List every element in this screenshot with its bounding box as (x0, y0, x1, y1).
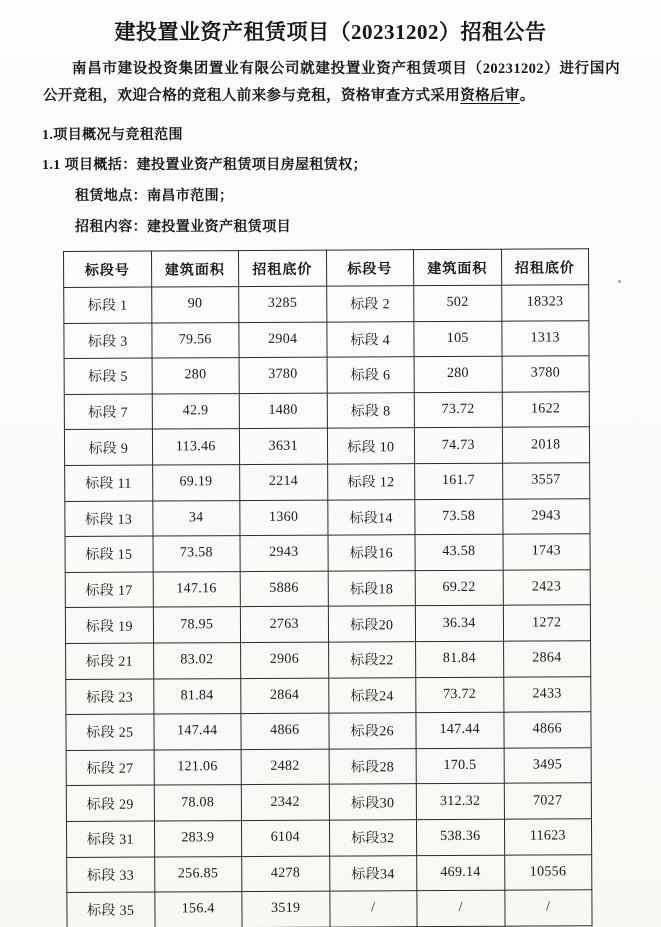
table-cell: 78.08 (154, 785, 242, 821)
table-cell: 43.58 (415, 534, 503, 570)
table-cell: 标段 5 (64, 358, 152, 394)
intro-paragraph (43, 56, 620, 110)
table-cell: 3557 (502, 463, 590, 499)
lease-location-line: 租赁地点：南昌市范围； (75, 189, 234, 204)
table-cell: 42.9 (152, 393, 240, 429)
lease-content-line: 招租内容：建投置业资产租赁项目 (75, 220, 291, 235)
table-cell: 502 (414, 285, 502, 321)
table-cell: 73.72 (416, 677, 504, 713)
table-cell: 2943 (502, 498, 590, 534)
table-cell: 69.22 (415, 570, 503, 606)
table-cell: 3495 (504, 747, 592, 783)
table-row (65, 498, 590, 536)
table-cell: 7027 (504, 783, 592, 819)
table-cell: 469.14 (417, 855, 505, 891)
table-cell: 280 (152, 358, 240, 394)
table-cell: 标段 4 (326, 321, 414, 357)
table-cell: 113.46 (152, 429, 240, 465)
intro-period: 。 (519, 88, 535, 104)
table-cell: 81.84 (416, 641, 504, 677)
table-cell: 156.4 (154, 892, 242, 927)
table-cell: 81.84 (153, 678, 241, 714)
table-cell: 标段 1 (64, 287, 152, 323)
table-cell: 83.02 (153, 643, 241, 679)
table-cell: 2018 (502, 427, 590, 463)
table-cell: 170.5 (416, 748, 504, 784)
table-row (65, 605, 590, 643)
table-header-row (64, 249, 589, 288)
table-row (66, 819, 591, 857)
table-cell: 2904 (239, 322, 327, 358)
table-row (65, 569, 590, 607)
table-cell: 73.58 (152, 536, 240, 572)
table-header-cell: 招租底价 (501, 249, 589, 285)
table-cell: 1360 (240, 500, 328, 536)
table-row (66, 783, 591, 821)
table-head (64, 249, 589, 288)
table-row (64, 427, 589, 465)
table-cell: 10556 (504, 854, 592, 890)
table-cell: 标段28 (329, 748, 417, 784)
table-cell: 3285 (239, 286, 327, 322)
table-cell: 2864 (241, 678, 329, 714)
table-cell: 105 (414, 321, 502, 357)
table-row (67, 854, 592, 892)
table-cell: 标段 35 (67, 892, 155, 927)
table-cell: 标段 21 (66, 643, 154, 679)
table-cell: 147.44 (416, 712, 504, 748)
table-cell: 标段 6 (327, 357, 415, 393)
table-cell: 标段 17 (65, 572, 153, 608)
table-cell: 1272 (503, 605, 591, 641)
table-cell: / (417, 890, 505, 926)
table-cell: 312.32 (416, 784, 504, 820)
table-cell: 4866 (503, 712, 591, 748)
table-cell: 2423 (503, 569, 591, 605)
table-cell: 标段32 (329, 820, 417, 856)
table-cell: 标段22 (328, 642, 416, 678)
table-cell: 标段 33 (67, 857, 155, 893)
table-header-cell: 建筑面积 (413, 249, 501, 285)
table-cell: 标段30 (329, 784, 417, 820)
table-row (64, 285, 589, 323)
table-cell: 1743 (502, 534, 590, 570)
table-cell: 标段 3 (64, 323, 152, 359)
project-overview-line: 1.1 项目概括：建投置业资产租赁项目房屋租赁权； (42, 158, 367, 173)
table-row (66, 747, 591, 785)
table-cell: 11623 (504, 819, 592, 855)
table-cell: 标段20 (328, 606, 416, 642)
table-header-cell: 标段号 (64, 251, 152, 287)
table-cell: 256.85 (154, 856, 242, 892)
table-header-cell: 建筑面积 (151, 251, 239, 287)
table-cell: 147.16 (153, 571, 241, 607)
table-cell: 标段 19 (65, 607, 153, 643)
table-body (64, 285, 592, 927)
table-cell: 283.9 (154, 820, 242, 856)
table-cell: 标段 29 (66, 785, 154, 821)
table-cell: 34 (152, 500, 240, 536)
table-cell: 标段18 (328, 570, 416, 606)
table-cell: 标段 2 (326, 286, 414, 322)
table-cell: 147.44 (153, 714, 241, 750)
table-row (64, 356, 589, 394)
table-cell: 标段 13 (65, 501, 153, 537)
table-cell: 3780 (239, 357, 327, 393)
section-1-heading: 1.项目概况与竞租范围 (42, 128, 183, 143)
table-cell: 标段 8 (327, 392, 415, 428)
table-row (64, 392, 589, 430)
intro-underlined-text: 资格后审 (460, 88, 520, 104)
table-cell: 79.56 (151, 322, 239, 358)
table-row (66, 676, 591, 714)
table-cell: 6104 (241, 820, 329, 856)
table-cell: 标段34 (329, 855, 417, 891)
table-cell: 3631 (239, 428, 327, 464)
table-cell: 标段 10 (327, 428, 415, 464)
table-row (66, 641, 591, 679)
table-cell: 74.73 (414, 428, 502, 464)
table-row (65, 534, 590, 572)
intro-text: 南昌市建设投资集团置业有限公司就建投置业资产租赁项目（20231202）进行国内公开竞租，欢迎合格的竞租人前来参与竞租，资格审查方式采用 (43, 61, 620, 104)
table-row (65, 463, 590, 501)
table-cell: 280 (414, 356, 502, 392)
table-cell: / (329, 891, 417, 927)
table-cell: 标段 12 (327, 464, 415, 500)
table-cell: 标段24 (328, 677, 416, 713)
table-cell: 2943 (240, 535, 328, 571)
table-cell: 2214 (240, 464, 328, 500)
table-cell: 161.7 (415, 463, 503, 499)
table-cell: / (504, 890, 592, 926)
table-cell: 2864 (503, 641, 591, 677)
table-cell: 2342 (241, 784, 329, 820)
table-cell: 2433 (503, 676, 591, 712)
table-cell: 标段 9 (64, 429, 152, 465)
table-cell: 121.06 (154, 749, 242, 785)
table-cell: 1313 (501, 320, 589, 356)
table-cell: 标段14 (327, 499, 415, 535)
table-cell: 3780 (502, 356, 590, 392)
table-cell: 标段 11 (65, 465, 153, 501)
table-cell: 73.72 (414, 392, 502, 428)
table-cell: 90 (151, 287, 239, 323)
table-cell: 标段 15 (65, 536, 153, 572)
table-cell: 2763 (240, 606, 328, 642)
table-cell: 标段26 (328, 713, 416, 749)
table-cell: 1622 (502, 392, 590, 428)
table-cell: 4866 (241, 713, 329, 749)
table-header-cell: 招租底价 (239, 250, 327, 286)
scan-artifact-dot (618, 280, 621, 283)
table-cell: 538.36 (416, 819, 504, 855)
table-cell: 标段 23 (66, 679, 154, 715)
table-cell: 3519 (242, 891, 330, 927)
table-cell: 标段 7 (64, 394, 152, 430)
table-cell: 73.58 (415, 499, 503, 535)
table-header-cell: 标段号 (326, 250, 414, 286)
table-row (64, 320, 589, 358)
table-cell: 36.34 (415, 606, 503, 642)
table-row (66, 712, 591, 750)
table-cell: 标段16 (327, 535, 415, 571)
table-cell: 标段 27 (66, 750, 154, 786)
table-cell: 2482 (241, 749, 329, 785)
table-cell: 5886 (240, 571, 328, 607)
table-cell: 2906 (241, 642, 329, 678)
table-cell: 4278 (242, 856, 330, 892)
table-cell: 标段 25 (66, 714, 154, 750)
table-cell: 18323 (501, 285, 589, 321)
table-cell: 78.95 (153, 607, 241, 643)
table-row (67, 890, 592, 927)
document-title: 建投置业资产租赁项目（20231202）招租公告 (114, 20, 547, 44)
lease-table (63, 248, 593, 927)
table-cell: 69.19 (152, 465, 240, 501)
table-cell: 标段 31 (66, 821, 154, 857)
table-cell: 1480 (239, 393, 327, 429)
